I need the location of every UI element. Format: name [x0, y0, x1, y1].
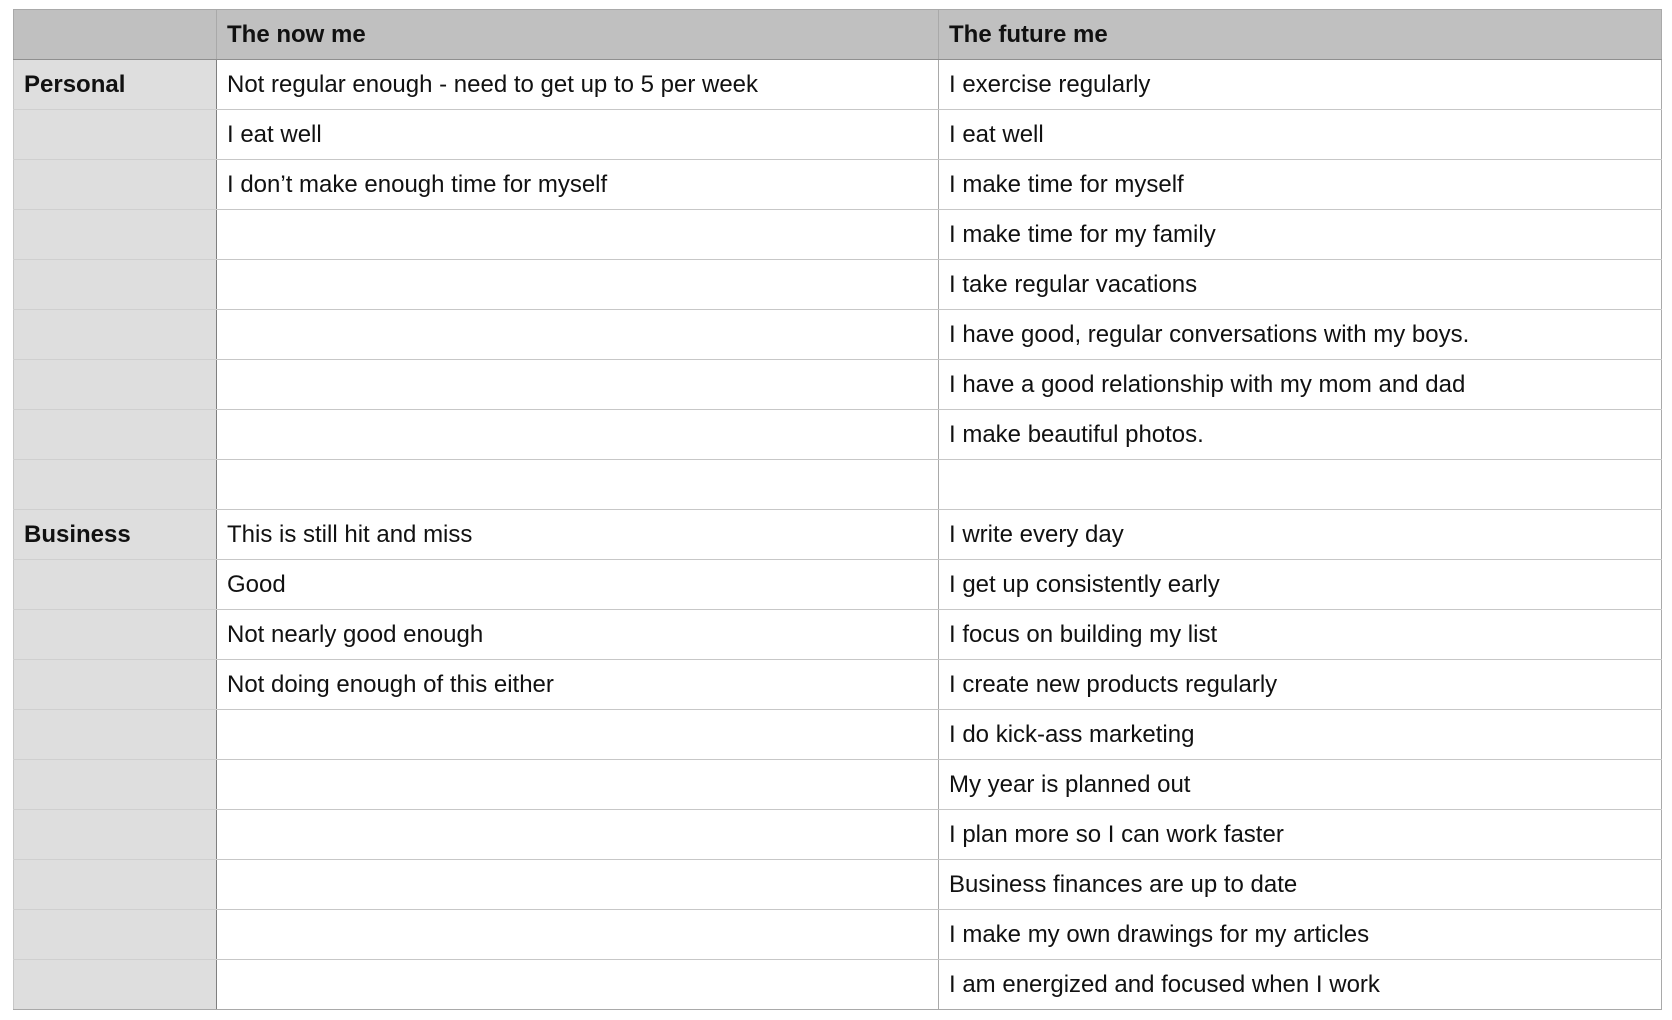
future-cell[interactable]: I have a good relationship with my mom and dad [939, 360, 1662, 410]
row-section-cell[interactable]: Business [14, 510, 217, 560]
goals-table [13, 9, 1662, 1010]
now-cell[interactable]: This is still hit and miss [217, 510, 939, 560]
row-section-cell[interactable] [14, 610, 217, 660]
row-section-cell[interactable] [14, 960, 217, 1010]
now-cell[interactable] [217, 960, 939, 1010]
row-section-cell[interactable] [14, 110, 217, 160]
now-cell[interactable] [217, 810, 939, 860]
future-cell[interactable]: I get up consistently early [939, 560, 1662, 610]
future-cell[interactable]: I make time for myself [939, 160, 1662, 210]
now-cell[interactable]: I don’t make enough time for myself [217, 160, 939, 210]
row-section-cell[interactable] [14, 560, 217, 610]
table-row [14, 260, 1662, 310]
header-row [14, 10, 1662, 60]
table-row [14, 760, 1662, 810]
future-cell[interactable]: I create new products regularly [939, 660, 1662, 710]
table-row [14, 960, 1662, 1010]
future-cell[interactable]: I write every day [939, 510, 1662, 560]
header-corner-cell[interactable] [14, 10, 217, 60]
now-cell[interactable]: I eat well [217, 110, 939, 160]
table-row [14, 610, 1662, 660]
now-cell[interactable] [217, 410, 939, 460]
future-cell[interactable] [939, 460, 1662, 510]
now-cell[interactable]: Not nearly good enough [217, 610, 939, 660]
now-cell[interactable] [217, 360, 939, 410]
table-row [14, 160, 1662, 210]
table-row [14, 710, 1662, 760]
row-section-cell[interactable] [14, 160, 217, 210]
table-row [14, 410, 1662, 460]
future-cell[interactable]: I exercise regularly [939, 60, 1662, 110]
table-row [14, 560, 1662, 610]
now-cell[interactable] [217, 260, 939, 310]
now-cell[interactable] [217, 860, 939, 910]
table-row [14, 510, 1662, 560]
future-cell[interactable]: I do kick-ass marketing [939, 710, 1662, 760]
now-cell[interactable] [217, 710, 939, 760]
table-row [14, 810, 1662, 860]
now-cell[interactable] [217, 460, 939, 510]
row-section-cell[interactable] [14, 260, 217, 310]
future-cell[interactable]: My year is planned out [939, 760, 1662, 810]
table-row [14, 210, 1662, 260]
future-cell[interactable]: Business finances are up to date [939, 860, 1662, 910]
row-section-cell[interactable]: Personal [14, 60, 217, 110]
now-cell[interactable] [217, 760, 939, 810]
table-row [14, 310, 1662, 360]
row-section-cell[interactable] [14, 660, 217, 710]
row-section-cell[interactable] [14, 310, 217, 360]
row-section-cell[interactable] [14, 360, 217, 410]
future-cell[interactable]: I take regular vacations [939, 260, 1662, 310]
goals-table-sheet [13, 9, 1661, 1010]
table-row [14, 60, 1662, 110]
table-row [14, 860, 1662, 910]
row-section-cell[interactable] [14, 760, 217, 810]
row-section-cell[interactable] [14, 810, 217, 860]
future-cell[interactable]: I make time for my family [939, 210, 1662, 260]
header-future-me[interactable]: The future me [939, 10, 1662, 60]
now-cell[interactable]: Not regular enough - need to get up to 5 per week [217, 60, 939, 110]
now-cell[interactable] [217, 310, 939, 360]
header-now-me[interactable]: The now me [217, 10, 939, 60]
row-section-cell[interactable] [14, 860, 217, 910]
row-section-cell[interactable] [14, 460, 217, 510]
now-cell[interactable]: Not doing enough of this either [217, 660, 939, 710]
future-cell[interactable]: I make beautiful photos. [939, 410, 1662, 460]
future-cell[interactable]: I make my own drawings for my articles [939, 910, 1662, 960]
table-row [14, 360, 1662, 410]
future-cell[interactable]: I am energized and focused when I work [939, 960, 1662, 1010]
table-row [14, 110, 1662, 160]
future-cell[interactable]: I plan more so I can work faster [939, 810, 1662, 860]
row-section-cell[interactable] [14, 710, 217, 760]
now-cell[interactable] [217, 210, 939, 260]
table-row [14, 460, 1662, 510]
future-cell[interactable]: I eat well [939, 110, 1662, 160]
now-cell[interactable]: Good [217, 560, 939, 610]
row-section-cell[interactable] [14, 210, 217, 260]
table-row [14, 660, 1662, 710]
row-section-cell[interactable] [14, 910, 217, 960]
table-row [14, 910, 1662, 960]
now-cell[interactable] [217, 910, 939, 960]
future-cell[interactable]: I focus on building my list [939, 610, 1662, 660]
row-section-cell[interactable] [14, 410, 217, 460]
future-cell[interactable]: I have good, regular conversations with my boys. [939, 310, 1662, 360]
